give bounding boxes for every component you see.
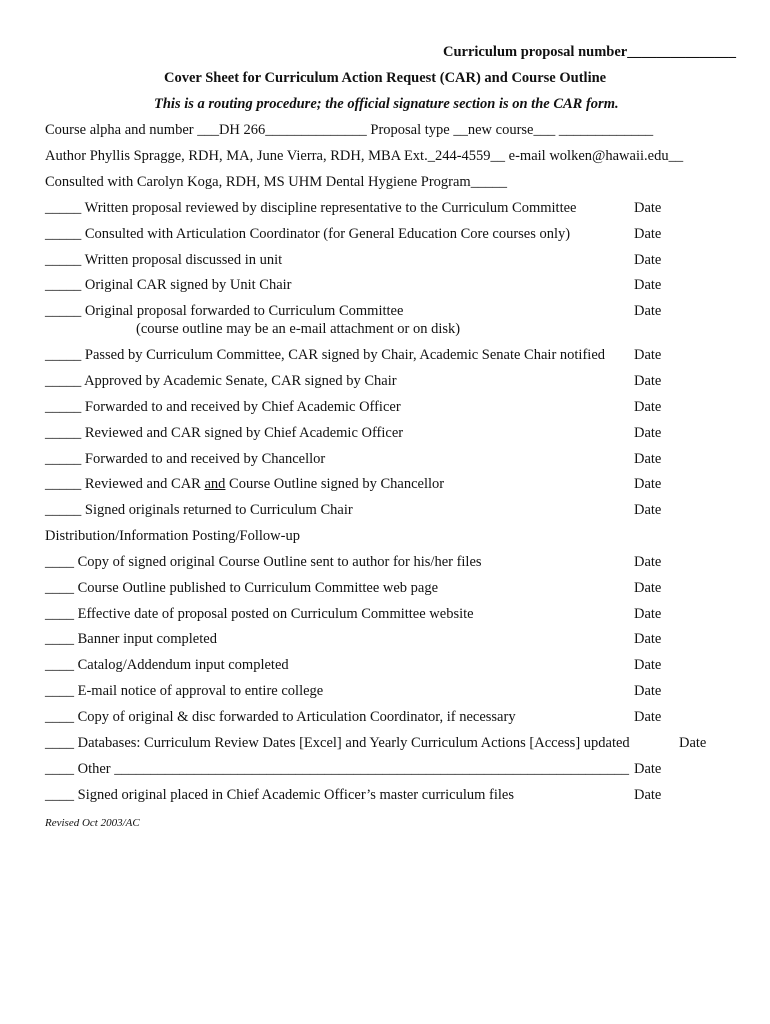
date-label: Date <box>634 476 662 492</box>
routing-item: _____ Passed by Curriculum Committee, CAR signed by Chair, Academic Senate Chair notified <box>45 347 605 363</box>
date-label: Date <box>634 580 662 596</box>
routing-item <box>45 475 444 493</box>
date-label: Date <box>634 226 662 242</box>
date-label: Date <box>634 451 662 467</box>
distribution-item-other: ____ Other _______________________________________________________________________ <box>45 761 630 777</box>
date-label: Date <box>634 252 662 268</box>
date-label: Date <box>634 554 662 570</box>
date-label: Date <box>679 735 707 751</box>
author-info-line: Author Phyllis Spragge, RDH, MA, June Vierra, RDH, MBA Ext._244-4559__ e-mail wolken@hawaii.edu__ <box>45 148 684 164</box>
distribution-item: ____ E-mail notice of approval to entire college <box>45 683 324 699</box>
date-label: Date <box>634 787 662 803</box>
date-label: Date <box>634 399 662 415</box>
date-label: Date <box>634 709 662 725</box>
distribution-item: ____ Effective date of proposal posted on Curriculum Committee website <box>45 606 474 622</box>
distribution-heading: Distribution/Information Posting/Follow-up <box>45 528 300 544</box>
routing-item: _____ Forwarded to and received by Chief Academic Officer <box>45 399 401 415</box>
revision-footer: Revised Oct 2003/AC <box>45 817 140 829</box>
routing-item: _____ Reviewed and CAR signed by Chief Academic Officer <box>45 425 404 441</box>
routing-item: _____ Signed originals returned to Curriculum Chair <box>45 502 353 518</box>
date-label: Date <box>634 373 662 389</box>
routing-item-note: (course outline may be an e-mail attachment or on disk) <box>136 321 461 337</box>
date-label: Date <box>634 657 662 673</box>
distribution-item: ____ Copy of signed original Course Outline sent to author for his/her files <box>45 554 482 570</box>
date-label: Date <box>634 425 662 441</box>
distribution-item: ____ Banner input completed <box>45 631 217 647</box>
date-label: Date <box>634 631 662 647</box>
routing-item-text: Course Outline signed by Chancellor <box>225 476 445 492</box>
distribution-item: ____ Signed original placed in Chief Academic Officer’s master curriculum files <box>45 787 514 803</box>
distribution-item: ____ Course Outline published to Curriculum Committee web page <box>45 580 439 596</box>
date-label: Date <box>634 277 662 293</box>
routing-item: _____ Original CAR signed by Unit Chair <box>45 277 292 293</box>
distribution-item: ____ Copy of original & disc forwarded to Articulation Coordinator, if necessary <box>45 709 516 725</box>
proposal-number: Curriculum proposal number_______________ <box>443 44 736 60</box>
routing-item: _____ Approved by Academic Senate, CAR signed by Chair <box>45 373 397 389</box>
routing-item-text: _____ Reviewed and CAR <box>45 476 205 492</box>
page-subtitle: This is a routing procedure; the official signature section is on the CAR form. <box>154 96 619 112</box>
date-label: Date <box>634 683 662 699</box>
page-title: Cover Sheet for Curriculum Action Request (CAR) and Course Outline <box>164 70 607 86</box>
date-label: Date <box>634 761 662 777</box>
routing-item: _____ Written proposal discussed in unit <box>45 252 283 268</box>
routing-item: _____ Consulted with Articulation Coordinator (for General Education Core courses only) <box>45 226 571 242</box>
course-info-line: Course alpha and number ___DH 266______________ Proposal type __new course___ _____________ <box>45 122 654 138</box>
date-label: Date <box>634 200 662 216</box>
distribution-item: ____ Catalog/Addendum input completed <box>45 657 289 673</box>
date-label: Date <box>634 303 662 319</box>
routing-item: _____ Forwarded to and received by Chancellor <box>45 451 326 467</box>
distribution-item: ____ Databases: Curriculum Review Dates [Excel] and Yearly Curriculum Actions [Access] updated <box>45 735 630 751</box>
consulted-info-line: Consulted with Carolyn Koga, RDH, MS UHM Dental Hygiene Program_____ <box>45 174 507 190</box>
routing-item: _____ Written proposal reviewed by discipline representative to the Curriculum Committee <box>45 200 577 216</box>
routing-item: _____ Original proposal forwarded to Curriculum Committee <box>45 303 404 319</box>
date-label: Date <box>634 606 662 622</box>
date-label: Date <box>634 502 662 518</box>
underlined-and: and <box>204 476 226 492</box>
date-label: Date <box>634 347 662 363</box>
